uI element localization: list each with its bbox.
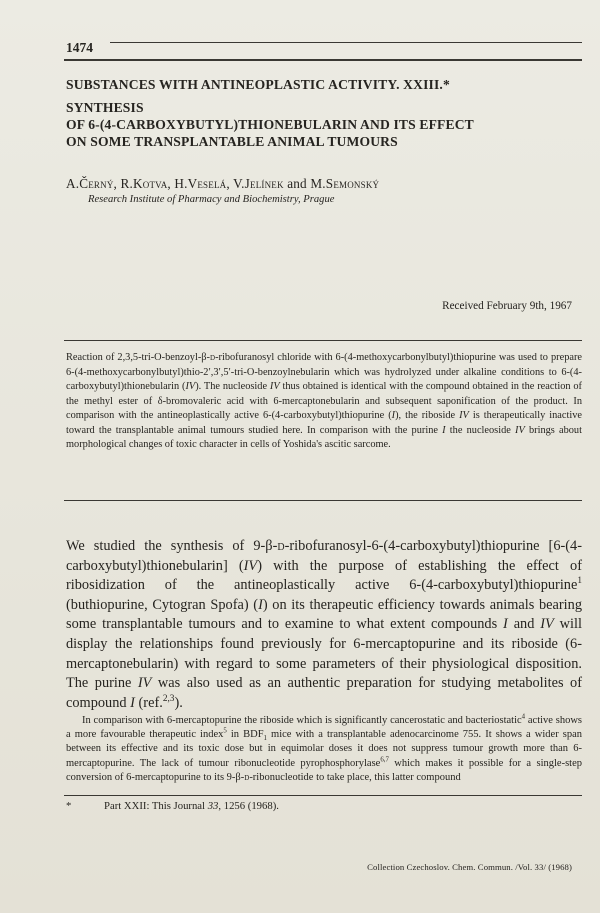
abstract-text: brings about morphological changes of toxic character in cells of Yoshida's ascitic sarcome. xyxy=(66,424,582,450)
abstract-text: Reaction of 2,3,5-tri-O-benzoyl-β- xyxy=(66,352,210,363)
author-name: Veselá xyxy=(187,176,227,191)
compound-ref: IV xyxy=(185,381,196,392)
body-text: (buthiopurine, Cytogran Spofa) ( xyxy=(66,596,259,613)
abstract-rule-bottom xyxy=(64,500,582,501)
footnote-mark: * xyxy=(66,800,72,812)
author-initial: M. xyxy=(310,176,326,191)
author-initial: R. xyxy=(120,176,134,191)
author-name: Kotva xyxy=(133,176,168,191)
author-name: Jelínek xyxy=(244,176,284,191)
compound-ref: I xyxy=(258,596,263,613)
abstract-text: ), the riboside xyxy=(395,410,460,421)
author-name: Černý xyxy=(79,176,114,191)
compound-ref: IV xyxy=(540,616,554,633)
body-text: -ribofuranosyl-6-(4-carboxybutyl)thiopurine [6-(4-carboxybutyl)thionebularin] ( xyxy=(66,538,582,574)
body-text: d xyxy=(277,538,285,554)
title-line-1: SUBSTANCES WITH ANTINEOPLASTIC ACTIVITY. XXIII.* xyxy=(66,77,450,92)
second-paragraph xyxy=(66,714,582,785)
author-name: Semonský xyxy=(325,176,380,191)
author-list xyxy=(66,176,379,192)
header-rule-bottom xyxy=(64,59,582,61)
body-text: We studied the synthesis of 9-β- xyxy=(66,538,278,554)
author-separator: and xyxy=(283,176,311,191)
journal-reference: Collection Czechoslov. Chem. Commun. /Vol. 33/ (1968) xyxy=(367,862,572,872)
abstract-text: is therapeutically inactive toward the transplantable animal tumours studied here. In comparison with the purine xyxy=(66,410,582,436)
citation-ref: 6,7 xyxy=(380,756,389,764)
author-separator: , xyxy=(167,176,175,191)
body-text: ). xyxy=(174,694,183,711)
body-text: d xyxy=(244,771,250,783)
subscript: 1 xyxy=(263,735,267,743)
body-text: ) on its therapeutic efficiency towards animals bearing some transplantable tumours and to examine to what extent compounds xyxy=(66,596,582,633)
author-initial: V. xyxy=(233,176,245,191)
author-initial: H. xyxy=(174,176,188,191)
abstract-text: ). The nucleoside xyxy=(195,381,270,392)
author-separator: , xyxy=(226,176,234,191)
body-text: was also used as an authentic preparation for studying metabolites of compound xyxy=(66,675,582,711)
author-initial: A. xyxy=(66,176,80,191)
page-number: 1474 xyxy=(66,40,93,55)
body-text: ) with the purpose of establishing the effect of ribosidization of the antineoplastically active 6-(4-carboxybutyl)thiopurine xyxy=(66,557,582,594)
compound-ref: I xyxy=(391,410,396,421)
author-separator: , xyxy=(113,176,121,191)
citation-ref: 1 xyxy=(577,576,582,587)
footnote xyxy=(66,800,279,812)
title-line-4: ON SOME TRANSPLANTABLE ANIMAL TUMOURS xyxy=(66,134,398,149)
citation-ref: 2,3 xyxy=(162,693,175,704)
body-text: in BDF xyxy=(226,729,264,741)
footnote-text: Part XXII: This Journal xyxy=(104,800,208,812)
body-text: (ref. xyxy=(134,694,163,711)
body-text: active shows a more favourable therapeutic index xyxy=(66,715,582,741)
intro-paragraph xyxy=(66,537,582,713)
compound-ref: IV xyxy=(243,557,258,574)
received-date: Received February 9th, 1967 xyxy=(442,300,572,312)
compound-ref: I xyxy=(130,694,135,711)
footnote-rule xyxy=(64,795,582,796)
footnote-text: , 1256 (1968). xyxy=(218,800,279,812)
body-text: In comparison with 6-mercaptopurine the riboside which is significantly cancerostatic and bacteriostatic xyxy=(82,715,522,726)
body-text: -ribonucleotide to take place, this latter compound xyxy=(249,771,461,783)
citation-ref: 5 xyxy=(223,727,227,735)
compound-ref: IV xyxy=(269,381,280,392)
abstract-text: the nucleoside xyxy=(445,424,516,436)
affiliation: Research Institute of Pharmacy and Biochemistry, Prague xyxy=(88,194,335,205)
citation-ref: 4 xyxy=(521,713,526,721)
abstract-rule-top xyxy=(64,340,582,341)
compound-ref: I xyxy=(442,424,446,436)
compound-ref: IV xyxy=(515,424,525,436)
article-title xyxy=(66,76,536,150)
body-text: and xyxy=(507,616,541,633)
abstract-text: -ribofuranosyl chloride with 6-(4-methoxycarbonylbutyl)thiopurine was used to prepare 6-(4-methoxycarbonylbutyl)thio-2′,3′,5′-tri-O-benzoylnebularin which was hydrolyzed under alkaline conditions to 6-(4-carboxybutyl)thionebularin ( xyxy=(66,352,582,392)
body-text: will display the relationships found previously for 6-mercaptopurine and its riboside (6-mercaptonebularin) with regard to some parameters of their physiological disposition. The purine xyxy=(66,616,582,692)
footnote-volume: 33 xyxy=(207,800,219,812)
abstract xyxy=(66,351,582,453)
header-rule-top xyxy=(110,42,582,43)
title-line-3: OF 6-(4-CARBOXYBUTYL)THIONEBULARIN AND ITS EFFECT xyxy=(66,117,474,132)
abstract-text: d xyxy=(210,352,216,363)
body-text: mice with a transplantable adenocarcinome 755. It shows a wider span between its effective and its toxic dose but in equimolar doses it does not suppress tumour growth more than 6-mercaptopurine. The lack of tumour ribonucleotide pyrophosphorylase xyxy=(66,729,583,769)
compound-ref: I xyxy=(503,616,508,633)
compound-ref: IV xyxy=(137,675,152,692)
body-text: which makes it possible for a single-step conversion of 6-mercaptopurine to its 9-β- xyxy=(66,757,582,783)
title-line-2: SYNTHESIS xyxy=(66,100,144,115)
compound-ref: IV xyxy=(459,410,469,421)
abstract-text: thus obtained is identical with the compound obtained in the reaction of the methyl ester of δ-bromovaleric acid with 6-mercaptonebularin and subsequent saponification of the product. In comparison with the antineoplastically active 6-(4-carboxybutyl)thiopurine ( xyxy=(66,381,582,421)
